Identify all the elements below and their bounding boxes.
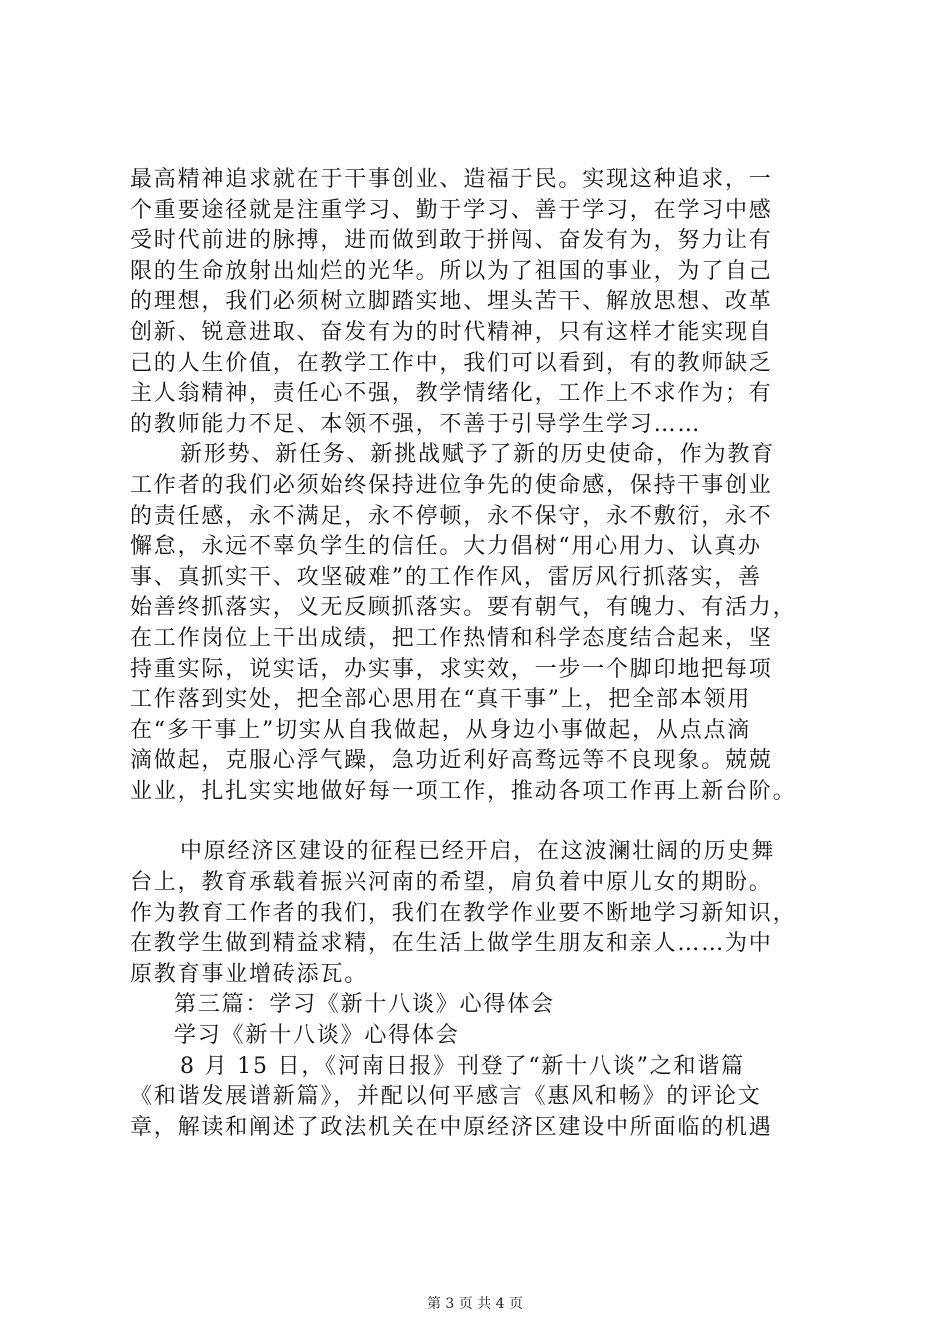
text-line: 主人翁精神，责任心不强，教学情绪化，工作上不求作为；有 (130, 381, 773, 407)
text-line: 限的生命放射出灿烂的光华。所以为了祖国的事业，为了自己 (130, 258, 773, 284)
paragraph-3 (130, 837, 830, 990)
text-line: 工作落到实处，把全部心思用在“真干事”上，把全部本领用 (130, 687, 752, 713)
text-line: 8 月 15 日，《河南日报》刊登了“新十八谈”之和谐篇 (180, 1053, 745, 1079)
text-line: 受时代前进的脉搏，进而做到敢于拼闯、奋发有为，努力让有 (130, 228, 773, 254)
text-line: 新形势、新任务、新挑战赋予了新的历史使命，作为教育 (180, 442, 776, 468)
text-line: 原教育事业增砖添瓦。 (130, 961, 369, 987)
text-line: 的理想，我们必须树立脚踏实地、埋头苦干、解放思想、改革 (130, 289, 773, 315)
section-heading: 第三篇：学习《新十八谈》心得体会 (174, 992, 555, 1018)
text-line: 创新、锐意进取、奋发有为的时代精神，只有这样才能实现自 (130, 319, 773, 345)
text-line: 始善终抓落实，义无反顾抓落实。要有朝气，有魄力、有活力， (130, 595, 797, 621)
text-line: 《和谐发展谱新篇》，并配以何平感言《惠风和畅》的评论文 (130, 1084, 762, 1110)
text-line: 业业，扎扎实实地做好每一项工作，推动各项工作再上新台阶。 (130, 778, 797, 804)
document-body (130, 165, 830, 1143)
text-line: 的教师能力不足、本领不强，不善于引导学生学习…… (130, 411, 702, 437)
text-line: 的责任感，永不满足，永不停顿，永不保守，永不敷衍，永不 (130, 503, 773, 529)
page-footer: 第 3 页 共 4 页 (426, 1296, 524, 1312)
text-line: 章，解读和阐述了政法机关在中原经济区建设中所面临的机遇 (130, 1114, 773, 1140)
paragraph-2 (130, 440, 830, 807)
text-line: 事、真抓实干、攻坚破难”的工作作风，雷厉风行抓落实，善 (130, 564, 762, 590)
article-title: 学习《新十八谈》心得体会 (174, 1023, 460, 1049)
text-line: 个重要途径就是注重学习、勤于学习、善于学习，在学习中感 (130, 197, 773, 223)
text-line: 在“多干事上”切实从自我做起，从身边小事做起，从点点滴 (130, 717, 752, 743)
paragraph-gap (130, 807, 830, 837)
text-line: 滴做起，克服心浮气躁，急功近利好高骛远等不良现象。兢兢 (130, 748, 773, 774)
text-line: 工作者的我们必须始终保持进位争先的使命感，保持干事创业 (130, 472, 773, 498)
text-line: 己的人生价值，在教学工作中，我们可以看到，有的教师缺乏 (130, 350, 773, 376)
text-line: 台上，教育承载着振兴河南的希望，肩负着中原儿女的期盼。 (130, 870, 773, 896)
text-line: 在教学生做到精益求精，在生活上做学生朋友和亲人……为中 (130, 931, 773, 957)
text-line: 最高精神追求就在于干事创业、造福于民。实现这种追求，一 (130, 167, 773, 192)
paragraph-1 (130, 165, 830, 440)
text-line: 持重实际，说实话，办实事，求实效，一步一个脚印地把每项 (130, 656, 773, 682)
text-line: 中原经济区建设的征程已经开启，在这波澜壮阔的历史舞 (180, 839, 776, 865)
text-line: 作为教育工作者的我们，我们在教学作业要不断地学习新知识， (130, 900, 797, 926)
text-line: 在工作岗位上干出成绩，把工作热情和科学态度结合起来，坚 (130, 625, 773, 651)
text-line: 懈怠，永远不辜负学生的信任。大力倡树“用心用力、认真办 (130, 534, 762, 560)
paragraph-4 (130, 1052, 830, 1144)
